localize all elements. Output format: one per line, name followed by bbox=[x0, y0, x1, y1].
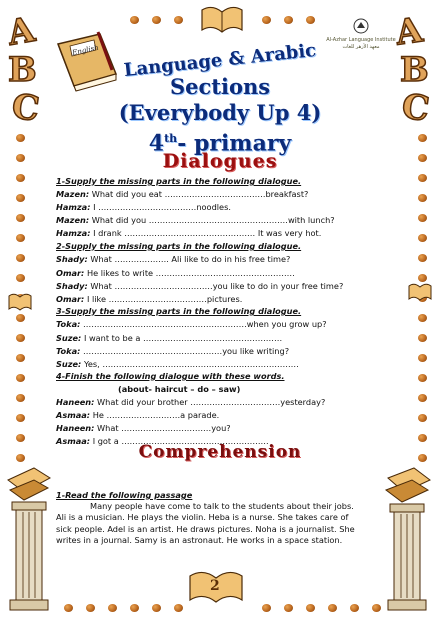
border-dot bbox=[418, 134, 427, 142]
border-dot bbox=[418, 234, 427, 242]
logo-line-1: Al-Azhar Language Institute bbox=[326, 37, 396, 43]
line-text: I drank ………………………………………… It was very hot. bbox=[93, 228, 322, 238]
border-dot bbox=[16, 334, 25, 342]
border-dot bbox=[418, 354, 427, 362]
border-dot bbox=[418, 254, 427, 262]
border-dot bbox=[418, 434, 427, 442]
q3-heading: 3-Supply the missing parts in the following dialogue. bbox=[56, 306, 302, 316]
speaker-name: Shady: bbox=[56, 281, 88, 291]
border-dot bbox=[16, 374, 25, 382]
border-dot bbox=[418, 214, 427, 222]
speaker-name: Haneen: bbox=[56, 423, 95, 433]
grade-suffix: th bbox=[164, 132, 178, 145]
dialogue-line bbox=[56, 294, 242, 305]
title-line-1: Language & Arabic bbox=[122, 39, 318, 82]
border-dot bbox=[16, 194, 25, 202]
border-dot bbox=[16, 174, 25, 182]
grade-number: 4 bbox=[148, 130, 165, 157]
pillar-with-books-icon bbox=[380, 466, 434, 616]
corner-letter-c-right: C bbox=[399, 86, 431, 130]
border-dot bbox=[130, 604, 139, 612]
speaker-name: Asmaa: bbox=[56, 436, 91, 446]
border-dot bbox=[64, 604, 73, 612]
pillar-with-books-icon bbox=[4, 466, 54, 616]
speaker-name: Omar: bbox=[56, 294, 85, 304]
border-dot bbox=[284, 16, 293, 24]
border-dot bbox=[174, 16, 183, 24]
page-number: 2 bbox=[210, 578, 220, 594]
speaker-name: Suze: bbox=[56, 333, 82, 343]
line-text: ……………………………………………you like writing? bbox=[83, 346, 290, 356]
border-dot bbox=[16, 434, 25, 442]
line-text: Yes, ……………………………………………………………… bbox=[83, 359, 299, 369]
dialogue-line bbox=[56, 397, 325, 408]
speaker-name: Shady: bbox=[56, 254, 88, 264]
dialogue-line bbox=[56, 228, 321, 239]
border-dot bbox=[418, 314, 427, 322]
line-text: What ………………………………you like to do in your free time? bbox=[90, 281, 344, 291]
border-dot bbox=[418, 194, 427, 202]
dialogue-line bbox=[56, 333, 282, 344]
speaker-name: Haneen: bbox=[56, 397, 95, 407]
border-dot bbox=[16, 354, 25, 362]
institute-logo bbox=[326, 18, 396, 51]
line-text: He ………………………a parade. bbox=[92, 410, 220, 420]
open-book-icon bbox=[8, 292, 32, 312]
grade-rest: - primary bbox=[177, 130, 292, 157]
border-dot bbox=[328, 604, 337, 612]
speaker-name: Hamza: bbox=[56, 228, 91, 238]
open-book-icon bbox=[200, 4, 244, 34]
speaker-name: Toka: bbox=[56, 346, 81, 356]
border-dot bbox=[16, 134, 25, 142]
dialogue-line bbox=[56, 346, 289, 357]
title-line-2: Sections bbox=[169, 74, 271, 99]
border-dot bbox=[152, 604, 161, 612]
speaker-name: Mazen: bbox=[56, 215, 90, 225]
line-text: He likes to write …………………………………………… bbox=[86, 268, 295, 278]
line-text: What did you ……………………………………………with lunch? bbox=[91, 215, 335, 225]
line-text: What ……………………………you? bbox=[97, 423, 231, 433]
speaker-name: Toka: bbox=[56, 319, 81, 329]
corner-letter-a-right: A bbox=[393, 10, 425, 54]
q4-heading: 4-Finish the following dialogue with these words. bbox=[56, 371, 285, 381]
border-dot bbox=[306, 604, 315, 612]
institute-emblem-icon bbox=[353, 18, 369, 34]
border-dot bbox=[350, 604, 359, 612]
line-text: I like ………………………………pictures. bbox=[86, 294, 243, 304]
border-dot bbox=[130, 16, 139, 24]
line-text: What did you eat ……………………………….breakfast? bbox=[91, 189, 309, 199]
border-dot bbox=[418, 394, 427, 402]
border-dot bbox=[418, 334, 427, 342]
speaker-name: Suze: bbox=[56, 359, 82, 369]
border-dot bbox=[262, 16, 271, 24]
dialogues-heading: Dialogues bbox=[162, 150, 278, 172]
line-text: What ……………….. Ali like to do in his free time? bbox=[90, 254, 291, 264]
speaker-name: Hamza: bbox=[56, 202, 91, 212]
border-dot bbox=[16, 274, 25, 282]
corner-letter-b-right: B bbox=[400, 50, 428, 90]
comprehension-heading: Comprehension bbox=[138, 442, 302, 462]
dialogue-line bbox=[56, 202, 231, 213]
speaker-name: Mazen: bbox=[56, 189, 90, 199]
border-dot bbox=[16, 254, 25, 262]
border-dot bbox=[284, 604, 293, 612]
dialogue-line bbox=[56, 281, 343, 292]
corner-letter-b-left: B bbox=[8, 50, 36, 90]
dialogue-line bbox=[56, 410, 219, 421]
border-dot bbox=[418, 414, 427, 422]
dialogue-line bbox=[56, 189, 308, 200]
dialogue-line bbox=[56, 423, 231, 434]
dialogue-line bbox=[56, 268, 295, 279]
line-text: ……………………………………………………when you grow up? bbox=[83, 319, 327, 329]
dialogue-line bbox=[56, 215, 335, 226]
corner-letter-a-left: A bbox=[4, 10, 37, 54]
speaker-name: Omar: bbox=[56, 268, 85, 278]
corner-letter-c-left: C bbox=[9, 86, 41, 130]
speaker-name: Asmaa: bbox=[56, 410, 91, 420]
line-text: I got a ……………………………………………… bbox=[92, 436, 269, 446]
border-dot bbox=[306, 16, 315, 24]
border-dot bbox=[16, 214, 25, 222]
q1-heading: 1-Supply the missing parts in the following dialogue. bbox=[56, 176, 302, 186]
border-dot bbox=[262, 604, 271, 612]
border-dot bbox=[418, 174, 427, 182]
open-book-icon bbox=[408, 282, 432, 302]
page-title bbox=[110, 39, 330, 157]
line-text: I ………………………………noodles. bbox=[93, 202, 231, 212]
border-dot bbox=[16, 314, 25, 322]
line-text: What did your brother ……………………………yesterday? bbox=[97, 397, 326, 407]
border-dot bbox=[16, 414, 25, 422]
border-dot bbox=[418, 374, 427, 382]
dialogue-line bbox=[56, 254, 290, 265]
passage-heading: 1-Read the following passage bbox=[56, 490, 193, 500]
border-dot bbox=[174, 604, 183, 612]
logo-line-2: معهد الأزهر للغات bbox=[342, 44, 380, 50]
border-dot bbox=[86, 604, 95, 612]
border-dot bbox=[418, 274, 427, 282]
title-line-3: (Everybody Up 4) bbox=[118, 100, 322, 125]
border-dot bbox=[152, 16, 161, 24]
line-text: I want to be a …………………………………………… bbox=[83, 333, 283, 343]
word-bank: (about- haircut – do – saw) bbox=[118, 384, 241, 394]
border-dot bbox=[108, 604, 117, 612]
q2-heading: 2-Supply the missing parts in the following dialogue. bbox=[56, 241, 302, 251]
passage-text: Many people have come to talk to the students about their jobs. Ali is a musician. He plays the violin. Heba is a nurse. She takes care of sick people. Adel is an artist. He draws pictures. Noha is a journalist. She writes in a journal. Samy is an astronaut. He works in a space station. bbox=[56, 501, 355, 545]
border-dot bbox=[16, 394, 25, 402]
book-label: English bbox=[71, 43, 100, 57]
dialogue-line bbox=[56, 359, 299, 370]
reading-passage bbox=[56, 490, 362, 546]
border-dot bbox=[16, 234, 25, 242]
dialogue-line bbox=[56, 319, 327, 330]
